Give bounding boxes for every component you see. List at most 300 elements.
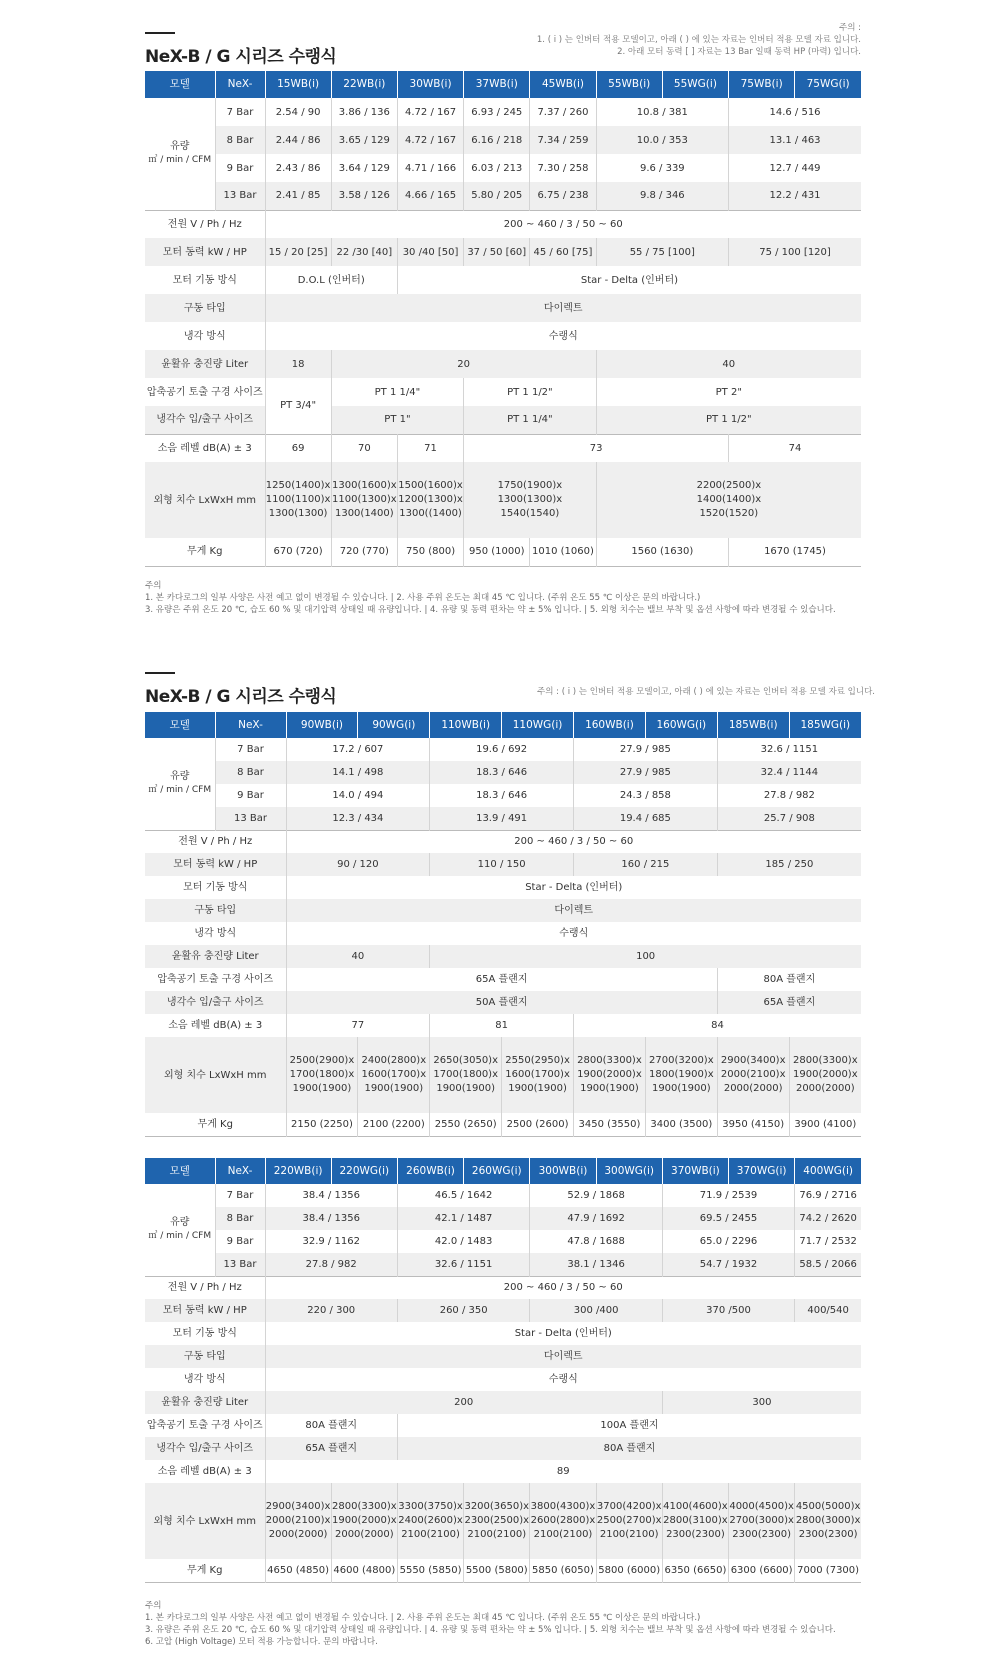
row-label: 무게 Kg [145, 538, 265, 566]
cell: 2800(3300)x 1900(2000)x 1900(1900) [574, 1037, 646, 1113]
cell: 다이렉트 [265, 294, 861, 322]
cell: 74.2 / 2620 [795, 1207, 861, 1230]
model-160wg: 160WG(i) [645, 712, 717, 738]
cell: 37 / 50 [60] [464, 238, 530, 266]
cell: 7.30 / 258 [530, 154, 596, 182]
row-label: 외형 치수 LxWxH mm [145, 1483, 265, 1559]
table-row [145, 182, 861, 210]
page-title: NeX-B / G 시리즈 수랭식 [145, 687, 337, 707]
bar-label: 7 Bar [215, 738, 286, 761]
cell: 370 /500 [662, 1299, 794, 1322]
cell: 6.16 / 218 [464, 126, 530, 154]
cell: 69 [265, 434, 331, 462]
cell: 32.6 / 1151 [760, 744, 819, 755]
footnote-line: 6. 고압 (High Voltage) 모터 적용 가능합니다. 문의 바랍니다. [145, 1637, 378, 1647]
note-line: 1. ( i ) 는 인버터 적용 모델이고, 아래 ( ) 에 있는 자료는 인버터 적용 모델 자료 입니다. [536, 35, 861, 45]
table-row [145, 922, 861, 945]
cell: 3.64 / 129 [331, 154, 397, 182]
row-label: 전원 V / Ph / Hz [145, 830, 286, 853]
cell: 260 / 350 [397, 1299, 529, 1322]
model-45wb: 45WB(i) [530, 71, 596, 98]
cell: 4650 (4850) [265, 1559, 331, 1582]
cell: 76.9 / 2716 [799, 1190, 857, 1201]
row-label: 무게 Kg [145, 1113, 286, 1136]
cell: 32.4 / 1144 [717, 761, 861, 784]
cell: 3450 (3550) [574, 1113, 646, 1136]
cell: 65A 플랜지 [717, 991, 861, 1014]
cell: PT 1 1/2" [464, 378, 596, 406]
bar-label: 8 Bar [215, 126, 265, 154]
cell: 2550(2950)x 1600(1700)x 1900(1900) [502, 1037, 574, 1113]
cell: 670 (720) [265, 538, 331, 566]
cell: 27.9 / 985 [574, 761, 718, 784]
cell: Star - Delta (인버터) [580, 274, 679, 286]
cell: 2.41 / 85 [265, 182, 331, 210]
row-label: 모터 기동 방식 [145, 266, 265, 294]
cell: 수랭식 [559, 928, 589, 939]
cell: 84 [711, 1020, 724, 1031]
footnote-2 [145, 1600, 836, 1648]
cell: 3400 (3500) [645, 1113, 717, 1136]
cell: 3800(4300)x 2600(2800)x 2100(2100) [530, 1483, 596, 1559]
table-row [145, 1184, 861, 1207]
row-label: 소음 레벨 dB(A) ± 3 [145, 434, 265, 462]
cell: 13.9 / 491 [430, 807, 574, 830]
row-label: 소음 레벨 dB(A) ± 3 [145, 1014, 286, 1037]
cell: 3200(3650)x 2300(2500)x 2100(2100) [464, 1483, 530, 1559]
flow-label: 유량 ㎥ / min / CFM [145, 98, 215, 210]
table-row [145, 1113, 861, 1136]
cell: PT 1" [331, 406, 463, 434]
cell: 3.65 / 129 [331, 126, 397, 154]
model-15wb: 15WB(i) [265, 71, 331, 98]
cell: 19.6 / 692 [430, 738, 574, 761]
row-label: 압축공기 토출 구경 사이즈 [145, 968, 286, 991]
row-label: 윤활유 충진량 Liter [145, 350, 265, 378]
cell: 12.7 / 449 [769, 162, 821, 174]
cell: 27.8 / 982 [265, 1253, 397, 1276]
bar-label: 8 Bar [215, 761, 286, 784]
table-row [145, 1322, 861, 1345]
row-label: 소음 레벨 dB(A) ± 3 [145, 1460, 265, 1483]
table-header [145, 1158, 861, 1184]
cell: 수랭식 [548, 1374, 578, 1385]
model-110wg: 110WG(i) [502, 712, 574, 738]
cell: 14.0 / 494 [286, 784, 430, 807]
cell: 2150 (2250) [286, 1113, 358, 1136]
row-label: 냉각 방식 [145, 1368, 265, 1391]
model-90wg: 90WG(i) [358, 712, 430, 738]
model-55wb: 55WB(i) [596, 71, 662, 98]
table-row [145, 266, 861, 294]
model-22wb: 22WB(i) [331, 71, 397, 98]
table-row [145, 1414, 861, 1437]
title-rule [145, 672, 175, 674]
cell: 185 / 250 [717, 853, 861, 876]
cell: 80A 플랜지 [397, 1437, 861, 1460]
header-model: 모델 [145, 71, 215, 98]
cell: 22 /30 [40] [331, 238, 397, 266]
table-row [145, 1230, 861, 1253]
cell: 1670 (1745) [764, 546, 826, 558]
cell: 2900(3400)x 2000(2100)x 2000(2000) [265, 1483, 331, 1559]
table-row [145, 1207, 861, 1230]
cell: 4.72 / 167 [397, 126, 463, 154]
bar-label: 7 Bar [215, 1184, 265, 1207]
cell: 다이렉트 [265, 1345, 861, 1368]
table-header [145, 712, 861, 738]
cell: 2500(2900)x 1700(1800)x 1900(1900) [286, 1037, 358, 1113]
cell: 5800 (6000) [596, 1559, 662, 1582]
title-rule [145, 32, 175, 34]
footnote-line: 3. 유량은 주위 온도 20 ℃, 습도 60 % 및 대기압력 상태일 때 유량입니다. | 4. 유량 및 동력 편차는 약 ± 5% 입니다. | 5. 외형 치수는 밸브 부착 및 옵션 사항에 따라 변경될 수 있습니다. [145, 605, 836, 615]
model-260wg: 260WG(i) [464, 1158, 530, 1184]
header-nex: NeX- [215, 1158, 265, 1184]
cell: 71.7 / 2532 [799, 1236, 857, 1247]
cell: 13.1 / 463 [729, 126, 861, 154]
cell: 10.0 / 353 [596, 126, 728, 154]
cell: 2.54 / 90 [265, 98, 331, 126]
cell: 1500(1600)x 1200(1300)x 1300((1400) [397, 462, 463, 538]
row-label: 압축공기 토출 구경 사이즈 [145, 378, 265, 406]
cell: 71.9 / 2539 [662, 1184, 794, 1207]
cell: 40 [286, 945, 430, 968]
table-row [145, 761, 861, 784]
table-row [145, 126, 861, 154]
cell: 2400(2800)x 1600(1700)x 1900(1900) [358, 1037, 430, 1113]
cell: 2.43 / 86 [265, 154, 331, 182]
cell: 14.1 / 498 [286, 761, 430, 784]
row-label: 냉각수 입/출구 사이즈 [145, 406, 265, 434]
cell: 4500(5000)x 2800(3000)x 2300(2300) [795, 1483, 861, 1559]
cell: 3900 (4100) [794, 1118, 857, 1130]
cell: 2.44 / 86 [265, 126, 331, 154]
bar-label: 9 Bar [215, 154, 265, 182]
cell: 6300 (6600) [729, 1559, 795, 1582]
row-label: 압축공기 토출 구경 사이즈 [145, 1414, 265, 1437]
cell: 75 / 100 [120] [729, 238, 861, 266]
cell: 81 [430, 1014, 574, 1037]
cell: 50A 플랜지 [286, 991, 717, 1014]
section-2 [145, 672, 875, 707]
table-row [145, 784, 861, 807]
cell: 100A 플랜지 [600, 1420, 659, 1431]
cell: 71 [397, 434, 463, 462]
model-300wb: 300WB(i) [530, 1158, 596, 1184]
cell: 42.0 / 1483 [397, 1230, 529, 1253]
footnote-line: 주의 [145, 1601, 162, 1611]
table-row [145, 738, 861, 761]
table-row [145, 538, 861, 566]
row-label: 구동 타입 [145, 294, 265, 322]
cell: 1560 (1630) [596, 538, 728, 566]
model-110wb: 110WB(i) [430, 712, 502, 738]
cell: 400/540 [795, 1299, 861, 1322]
cell: PT 1 1/2" [596, 406, 861, 434]
table-row [145, 1276, 861, 1299]
bar-label: 9 Bar [215, 1230, 265, 1253]
row-label: 외형 치수 LxWxH mm [145, 1037, 286, 1113]
cell: 6.03 / 213 [464, 154, 530, 182]
cell: 12.3 / 434 [286, 807, 430, 830]
table-row [145, 406, 861, 434]
cell: 수랭식 [548, 330, 578, 342]
spec-table-1 [145, 71, 861, 567]
cell: 18.3 / 646 [430, 761, 574, 784]
spec-table-3 [145, 1158, 861, 1583]
cell: 90 / 120 [286, 853, 430, 876]
row-label: 모터 동력 kW / HP [145, 238, 265, 266]
cell: 950 (1000) [464, 538, 530, 566]
table-row [145, 1391, 861, 1414]
cell: 70 [331, 434, 397, 462]
footnote-line: 1. 본 카다로그의 일부 사양은 사전 예고 없이 변경될 수 있습니다. | 2. 사용 주위 온도는 최대 45 ℃ 입니다. (주위 온도 55 ℃ 이상은 문의 바랍니다.) [145, 593, 701, 603]
table-row [145, 210, 861, 238]
table-row [145, 899, 861, 922]
cell: 38.4 / 1356 [265, 1207, 397, 1230]
cell: 24.3 / 858 [574, 784, 718, 807]
header-nex: NeX- [215, 712, 286, 738]
model-160wb: 160WB(i) [574, 712, 646, 738]
model-370wg: 370WG(i) [729, 1158, 795, 1184]
cell: 200 [265, 1391, 662, 1414]
cell: D.O.L (인버터) [265, 266, 397, 294]
cell: 9.6 / 339 [596, 154, 728, 182]
table-row [145, 830, 861, 853]
cell: Star - Delta (인버터) [525, 882, 623, 893]
cell: 5550 (5850) [397, 1559, 463, 1582]
cell: 2100 (2200) [358, 1113, 430, 1136]
cell: 300 /400 [530, 1299, 662, 1322]
header-note: 주의 : ( i ) 는 인버터 적용 모델이고, 아래 ( ) 에 있는 자료는 인버터 적용 모델 자료 입니다. [537, 687, 875, 697]
table-row [145, 853, 861, 876]
row-label: 구동 타입 [145, 1345, 265, 1368]
flow-label: 유량 ㎥ / min / CFM [145, 738, 215, 830]
table-row [145, 1483, 861, 1559]
table-row [145, 1014, 861, 1037]
cell: 73 [464, 434, 729, 462]
header-model: 모델 [145, 712, 215, 738]
cell: 720 (770) [331, 538, 397, 566]
cell: 12.2 / 431 [729, 182, 861, 210]
cell: 7.37 / 260 [530, 98, 596, 126]
cell: 27.9 / 985 [574, 738, 718, 761]
model-260wb: 260WB(i) [397, 1158, 463, 1184]
footnote-line: 3. 유량은 주위 온도 20 ℃, 습도 60 % 및 대기압력 상태일 때 유량입니다. | 4. 유량 및 동력 편차는 약 ± 5% 입니다. | 5. 외형 치수는 밸브 부착 및 옵션 사항에 따라 변경될 수 있습니다. [145, 1625, 836, 1635]
table-row [145, 154, 861, 182]
cell: 4600 (4800) [331, 1559, 397, 1582]
cell: 2900(3400)x 2000(2100)x 2000(2000) [717, 1037, 789, 1113]
cell: 220 / 300 [265, 1299, 397, 1322]
cell: 200 ~ 460 / 3 / 50 ~ 60 [265, 210, 861, 238]
cell: 9.8 / 346 [596, 182, 728, 210]
row-label: 냉각 방식 [145, 322, 265, 350]
row-label: 모터 기동 방식 [145, 876, 286, 899]
table-row [145, 991, 861, 1014]
row-label: 윤활유 충진량 Liter [145, 1391, 265, 1414]
cell: 52.9 / 1868 [530, 1184, 662, 1207]
bar-label: 9 Bar [215, 784, 286, 807]
cell: 1300(1600)x 1100(1300)x 1300(1400) [331, 462, 397, 538]
row-label: 모터 기동 방식 [145, 1322, 265, 1345]
cell: 42.1 / 1487 [397, 1207, 529, 1230]
cell: 2200(2500)x 1400(1400)x 1520(1520) [596, 462, 861, 538]
cell: 다이렉트 [286, 899, 861, 922]
model-185wb: 185WB(i) [717, 712, 789, 738]
cell: 6.93 / 245 [464, 98, 530, 126]
table-row [145, 1299, 861, 1322]
footnote-line: 1. 본 카다로그의 일부 사양은 사전 예고 없이 변경될 수 있습니다. | 2. 사용 주위 온도는 최대 45 ℃ 입니다. (주위 온도 55 ℃ 이상은 문의 바랍니다.) [145, 1613, 701, 1623]
table-row [145, 1037, 861, 1113]
model-220wb: 220WB(i) [265, 1158, 331, 1184]
table-row [145, 434, 861, 462]
table-row [145, 1368, 861, 1391]
cell: 4.71 / 166 [397, 154, 463, 182]
cell: 58.5 / 2066 [795, 1253, 861, 1276]
spec-table-2 [145, 712, 861, 1137]
row-label: 냉각수 입/출구 사이즈 [145, 991, 286, 1014]
bar-label: 7 Bar [215, 98, 265, 126]
cell: 32.9 / 1162 [265, 1230, 397, 1253]
cell: 2800(3300)x 1900(2000)x 2000(2000) [789, 1037, 861, 1113]
cell: 80A 플랜지 [763, 974, 816, 985]
cell: 4.72 / 167 [397, 98, 463, 126]
cell: 65.0 / 2296 [662, 1230, 794, 1253]
row-label: 모터 동력 kW / HP [145, 853, 286, 876]
row-label: 전원 V / Ph / Hz [145, 1276, 265, 1299]
note-line: 주의 : [839, 23, 861, 33]
cell: 160 / 215 [574, 853, 718, 876]
cell: 2500 (2600) [502, 1113, 574, 1136]
cell: 2700(3200)x 1800(1900)x 1900(1900) [645, 1037, 717, 1113]
cell: 3300(3750)x 2400(2600)x 2100(2100) [397, 1483, 463, 1559]
row-label: 외형 치수 LxWxH mm [145, 462, 265, 538]
cell: 18 [265, 350, 331, 378]
cell: 47.9 / 1692 [530, 1207, 662, 1230]
header-nex: NeX- [215, 71, 265, 98]
model-55wg: 55WG(i) [662, 71, 728, 98]
cell: 47.8 / 1688 [530, 1230, 662, 1253]
cell: 5500 (5800) [464, 1559, 530, 1582]
table-row [145, 378, 861, 406]
cell: 38.4 / 1356 [265, 1184, 397, 1207]
cell: 17.2 / 607 [286, 738, 430, 761]
model-30wb: 30WB(i) [397, 71, 463, 98]
model-220wg: 220WG(i) [331, 1158, 397, 1184]
row-label: 전원 V / Ph / Hz [145, 210, 265, 238]
cell: PT 3/4" [265, 378, 331, 434]
cell: 19.4 / 685 [574, 807, 718, 830]
cell: 5.80 / 205 [464, 182, 530, 210]
cell: 5850 (6050) [530, 1559, 596, 1582]
section-1 [145, 23, 861, 67]
cell: 2550 (2650) [430, 1113, 502, 1136]
table-row [145, 1253, 861, 1276]
cell: 30 /40 [50] [397, 238, 463, 266]
cell: 3.86 / 136 [331, 98, 397, 126]
cell: 89 [556, 1466, 570, 1477]
cell: 200 ~ 460 / 3 / 50 ~ 60 [265, 1276, 861, 1299]
cell: 77 [286, 1014, 430, 1037]
header-model: 모델 [145, 1158, 215, 1184]
cell: 1010 (1060) [530, 538, 596, 566]
model-37wb: 37WB(i) [464, 71, 530, 98]
cell: 20 [331, 350, 596, 378]
cell: 3.58 / 126 [331, 182, 397, 210]
row-label: 구동 타입 [145, 899, 286, 922]
table-header [145, 71, 861, 98]
cell: 4000(4500)x 2700(3000)x 2300(2300) [729, 1483, 795, 1559]
cell: 40 [596, 350, 861, 378]
cell: 10.8 / 381 [596, 98, 728, 126]
model-400wg: 400WG(i) [795, 1158, 861, 1184]
cell: 4100(4600)x 2800(3100)x 2300(2300) [662, 1483, 728, 1559]
table-row [145, 1559, 861, 1582]
cell: 45 / 60 [75] [530, 238, 596, 266]
cell: 4.66 / 165 [397, 182, 463, 210]
table-row [145, 322, 861, 350]
cell: PT 1 1/4" [464, 406, 596, 434]
bar-label: 13 Bar [215, 807, 286, 830]
flow-label: 유량 ㎥ / min / CFM [145, 1184, 215, 1276]
cell: 300 [662, 1391, 861, 1414]
cell: 80A 플랜지 [265, 1414, 397, 1437]
cell: 38.1 / 1346 [530, 1253, 662, 1276]
cell: 55 / 75 [100] [596, 238, 728, 266]
cell: 7.34 / 259 [530, 126, 596, 154]
cell: 3950 (4150) [717, 1113, 789, 1136]
cell: 32.6 / 1151 [397, 1253, 529, 1276]
table-row [145, 238, 861, 266]
header-note [537, 22, 861, 58]
model-300wg: 300WG(i) [596, 1158, 662, 1184]
table-row [145, 807, 861, 830]
cell: 3700(4200)x 2500(2700)x 2100(2100) [596, 1483, 662, 1559]
cell: 25.7 / 908 [717, 807, 861, 830]
table-row [145, 1460, 861, 1483]
table-row [145, 98, 861, 126]
cell: 65A 플랜지 [286, 968, 717, 991]
cell: 1250(1400)x 1100(1100)x 1300(1300) [265, 462, 331, 538]
row-label: 냉각수 입/출구 사이즈 [145, 1437, 265, 1460]
model-75wb: 75WB(i) [729, 71, 795, 98]
footnote-line: 주의 [145, 581, 162, 591]
cell: 6.75 / 238 [530, 182, 596, 210]
cell: 46.5 / 1642 [397, 1184, 529, 1207]
cell: 18.3 / 646 [430, 784, 574, 807]
cell: 200 ~ 460 / 3 / 50 ~ 60 [286, 830, 861, 853]
cell: 65A 플랜지 [265, 1437, 397, 1460]
cell: 74 [729, 434, 861, 462]
table-row [145, 294, 861, 322]
cell: 69.5 / 2455 [662, 1207, 794, 1230]
table-row [145, 945, 861, 968]
row-label: 무게 Kg [145, 1559, 265, 1582]
cell: 27.8 / 982 [763, 790, 815, 801]
cell: 6350 (6650) [662, 1559, 728, 1582]
cell: 54.7 / 1932 [662, 1253, 794, 1276]
table-row [145, 462, 861, 538]
cell: 100 [430, 945, 861, 968]
footnote-1 [145, 580, 836, 616]
model-185wg: 185WG(i) [789, 712, 861, 738]
table-row [145, 876, 861, 899]
bar-label: 13 Bar [215, 182, 265, 210]
cell: PT 1 1/4" [331, 378, 463, 406]
cell: 750 (800) [397, 538, 463, 566]
table-row [145, 968, 861, 991]
cell: 7000 (7300) [797, 1564, 860, 1576]
